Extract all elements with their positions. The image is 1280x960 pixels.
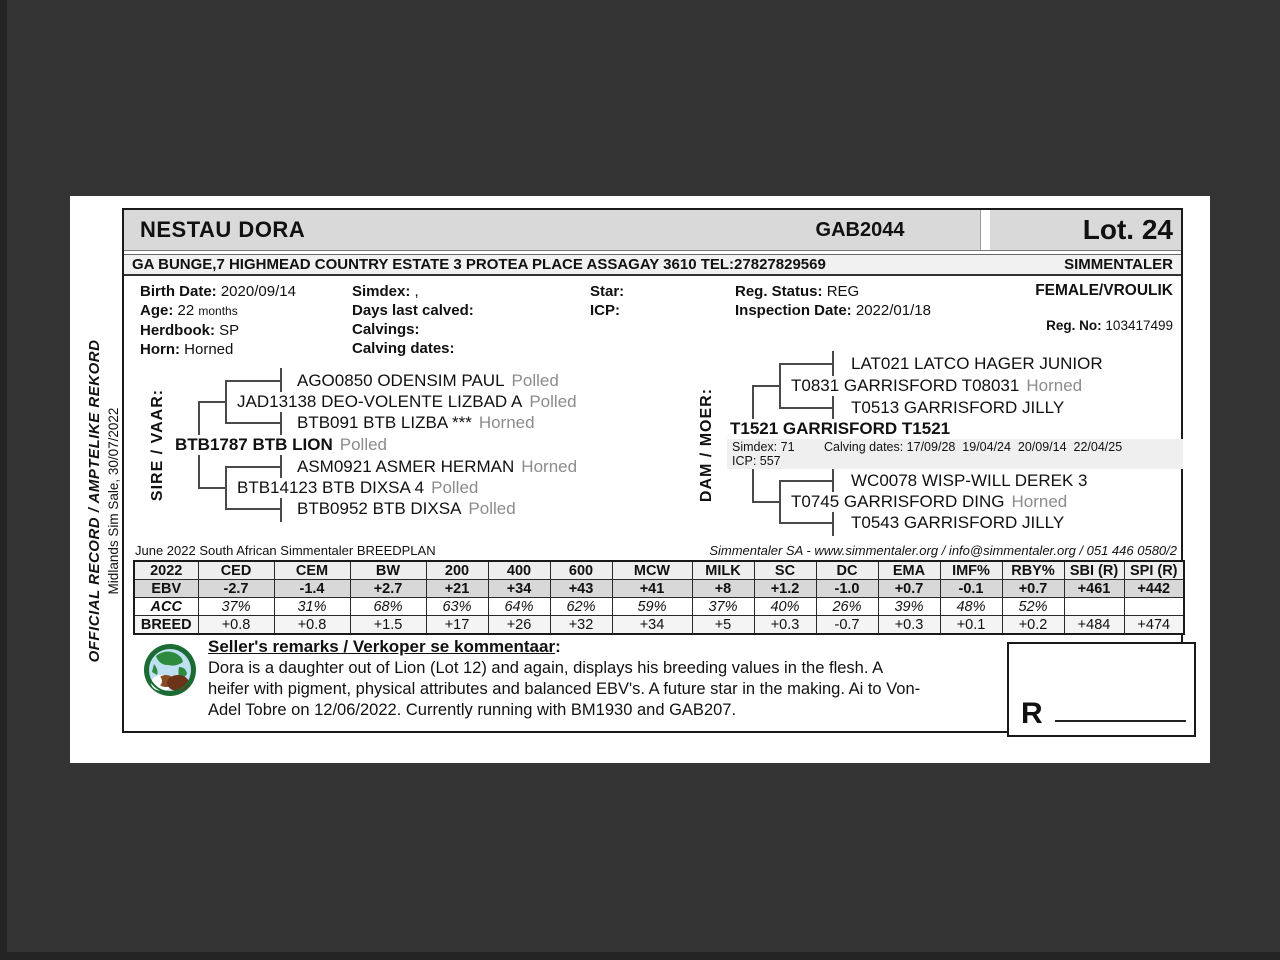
icp-row bbox=[590, 301, 624, 320]
pedigree-node-dam-dam bbox=[791, 492, 1071, 512]
pedigree-connector-line bbox=[198, 401, 227, 403]
animal-name-text: AGO0850 ODENSIM PAUL bbox=[297, 371, 505, 390]
breedplan-cell: -2.7 bbox=[198, 580, 274, 598]
breedplan-cell: 63% bbox=[426, 598, 488, 616]
pedigree-node-sire-dam-sire bbox=[297, 457, 581, 477]
breedplan-row-label: BREED bbox=[134, 616, 198, 635]
pedigree-node-dam-sire-sire bbox=[851, 354, 1114, 374]
pedigree-connector-line bbox=[752, 501, 779, 503]
breedplan-column-header: BW bbox=[350, 561, 426, 580]
animal-name-text: LAT021 LATCO HAGER JUNIOR bbox=[851, 354, 1103, 373]
icp-label: ICP: bbox=[590, 302, 620, 319]
breedplan-cell: +0.8 bbox=[198, 616, 274, 635]
breedplan-column-header: 600 bbox=[550, 561, 612, 580]
window-edge-left bbox=[0, 0, 7, 960]
pedigree-node-sire bbox=[175, 435, 391, 455]
simmentaler-logo-icon bbox=[143, 643, 197, 697]
pedigree-connector-line bbox=[280, 454, 282, 480]
reg-no-label: Reg. No: bbox=[1046, 318, 1102, 333]
animal-name-text: BTB14123 BTB DIXSA 4 bbox=[237, 478, 425, 497]
pedigree-connector-line bbox=[198, 487, 227, 489]
breedplan-cell: +0.1 bbox=[940, 616, 1002, 635]
pedigree-connector-line bbox=[779, 364, 781, 408]
pedigree-connector-line bbox=[832, 510, 834, 536]
animal-name-text: T1521 GARRISFORD T1521 bbox=[730, 419, 951, 438]
breedplan-cell: 59% bbox=[612, 598, 692, 616]
horn-status-text: Horned bbox=[478, 413, 535, 432]
breedplan-cell bbox=[1064, 598, 1124, 616]
breedplan-column-header: SPI (R) bbox=[1124, 561, 1184, 580]
pedigree-connector-line bbox=[225, 466, 282, 468]
age-unit: months bbox=[198, 304, 238, 318]
info-column-2 bbox=[352, 282, 474, 358]
owner-bar bbox=[124, 254, 1181, 276]
pedigree-connector-line bbox=[225, 467, 227, 509]
dam-axis-label: DAM / MOER: bbox=[698, 387, 715, 503]
animal-name-text: T0745 GARRISFORD DING bbox=[791, 492, 1005, 511]
animal-name-text: WC0078 WISP-WILL DEREK 3 bbox=[851, 471, 1088, 490]
breedplan-cell: 64% bbox=[488, 598, 550, 616]
info-column-3 bbox=[590, 282, 624, 320]
pedigree-connector-line bbox=[779, 481, 781, 523]
pedigree-connector-line bbox=[779, 522, 834, 524]
breedplan-column-header: CEM bbox=[274, 561, 350, 580]
breed-name: SIMMENTALER bbox=[1064, 256, 1173, 273]
pedigree-node-sire-dam bbox=[237, 478, 482, 498]
breedplan-column-header: 2022 bbox=[134, 561, 198, 580]
simdex-row bbox=[352, 282, 474, 301]
horn-status-text: Polled bbox=[529, 392, 577, 411]
pedigree-node-dam-sire-dam bbox=[851, 398, 1075, 418]
animal-name: NESTAU DORA bbox=[140, 217, 306, 242]
breedplan-column-header: DC bbox=[816, 561, 878, 580]
animal-name-text: BTB0952 BTB DIXSA bbox=[297, 499, 462, 518]
sire-axis-label: SIRE / VAAR: bbox=[149, 388, 166, 502]
pedigree-connector-line bbox=[832, 468, 834, 494]
pedigree-node-dam-dam-sire bbox=[851, 471, 1099, 491]
dam-calving-dates: Calving dates: 17/09/28 19/04/24 20/09/14 22/04/25 bbox=[824, 440, 1123, 454]
breedplan-cell: -1.0 bbox=[816, 580, 878, 598]
pedigree-connector-line bbox=[280, 496, 282, 522]
breedplan-cell: 68% bbox=[350, 598, 426, 616]
catalog-sheet bbox=[70, 196, 1210, 763]
days-last-calved-label: Days last calved: bbox=[352, 302, 474, 319]
reg-no-row bbox=[1046, 318, 1173, 333]
breedplan-cell: +0.7 bbox=[1002, 580, 1064, 598]
breedplan-cell: +26 bbox=[488, 616, 550, 635]
reg-no-value: 103417499 bbox=[1105, 318, 1173, 333]
calving-dates-label: Calving dates: bbox=[352, 340, 455, 357]
breedplan-cell: +21 bbox=[426, 580, 488, 598]
breedplan-cell: 52% bbox=[1002, 598, 1064, 616]
breedplan-cell: +8 bbox=[692, 580, 754, 598]
horn-status-text: Polled bbox=[339, 435, 388, 454]
breedplan-cell: 26% bbox=[816, 598, 878, 616]
price-box bbox=[1007, 642, 1196, 737]
pedigree-node-sire-sire-dam bbox=[297, 413, 539, 433]
breedplan-cell: +43 bbox=[550, 580, 612, 598]
horn-value: Horned bbox=[184, 341, 234, 358]
breedplan-cell: +461 bbox=[1064, 580, 1124, 598]
breedplan-cell: 48% bbox=[940, 598, 1002, 616]
breedplan-column-header: RBY% bbox=[1002, 561, 1064, 580]
pedigree-connector-line bbox=[779, 480, 834, 482]
breedplan-column-header: 200 bbox=[426, 561, 488, 580]
breedplan-cell: 37% bbox=[198, 598, 274, 616]
breedplan-column-header: IMF% bbox=[940, 561, 1002, 580]
breedplan-row-breed bbox=[134, 616, 1184, 635]
days-last-calved-row bbox=[352, 301, 474, 320]
pedigree-connector-line bbox=[225, 422, 282, 424]
breedplan-column-header: MCW bbox=[612, 561, 692, 580]
animal-id: GAB2044 bbox=[815, 219, 905, 241]
birth-date-row bbox=[140, 282, 296, 301]
herdbook-value: SP bbox=[219, 322, 240, 339]
sale-name-date-text: Midlands Sim Sale, 30/07/2022 bbox=[106, 407, 121, 595]
seller-remarks-line: Adel Tobre on 12/06/2022. Currently running with BM1930 and GAB207. bbox=[208, 701, 737, 719]
breedplan-cell: +474 bbox=[1124, 616, 1184, 635]
horn-status-text: Polled bbox=[468, 499, 516, 518]
pedigree-connector-line bbox=[280, 368, 282, 394]
breedplan-cell: +32 bbox=[550, 616, 612, 635]
breedplan-cell: +2.7 bbox=[350, 580, 426, 598]
pedigree-node-dam bbox=[730, 419, 961, 439]
pedigree-node-sire-sire-sire bbox=[297, 371, 563, 391]
lot-number: Lot. 24 bbox=[1082, 214, 1173, 245]
seller-remarks-colon: : bbox=[555, 637, 561, 656]
horn-status-text: Polled bbox=[511, 371, 559, 390]
herdbook-label: Herdbook: bbox=[140, 322, 215, 339]
horn-status-text: Polled bbox=[431, 478, 479, 497]
star-row bbox=[590, 282, 624, 301]
age-label: Age: bbox=[140, 302, 174, 319]
breedplan-cell: +484 bbox=[1064, 616, 1124, 635]
breedplan-cell bbox=[1124, 598, 1184, 616]
pedigree-connector-line bbox=[225, 381, 227, 423]
animal-name-text: BTB091 BTB LIZBA *** bbox=[297, 413, 472, 432]
pedigree-connector-line bbox=[832, 351, 834, 377]
official-record-text: OFFICIAL RECORD / AMPTELIKE REKORD bbox=[86, 339, 103, 663]
breedplan-column-header: CED bbox=[198, 561, 274, 580]
pedigree-node-dam-dam-dam bbox=[851, 513, 1075, 533]
breedplan-cell: +0.8 bbox=[274, 616, 350, 635]
pedigree-connector-line bbox=[225, 508, 282, 510]
calvings-row bbox=[352, 320, 474, 339]
simdex-label: Simdex: bbox=[352, 283, 411, 300]
animal-name-text: T0513 GARRISFORD JILLY bbox=[851, 398, 1065, 417]
dam-production-band bbox=[727, 439, 1183, 469]
calvings-label: Calvings: bbox=[352, 321, 420, 338]
breedplan-cell: 31% bbox=[274, 598, 350, 616]
horn-row bbox=[140, 340, 296, 359]
breedplan-cell: +34 bbox=[488, 580, 550, 598]
breedplan-cell: -0.1 bbox=[940, 580, 1002, 598]
breedplan-cell: 40% bbox=[754, 598, 816, 616]
breedplan-column-header: MILK bbox=[692, 561, 754, 580]
info-column-4 bbox=[735, 282, 931, 320]
breedplan-cell: +0.3 bbox=[754, 616, 816, 635]
sex-label: FEMALE/VROULIK bbox=[1035, 282, 1173, 299]
official-record-side-label bbox=[85, 281, 125, 721]
breedplan-cell: +1.5 bbox=[350, 616, 426, 635]
breedplan-table bbox=[133, 560, 1185, 635]
breedplan-cell: +34 bbox=[612, 616, 692, 635]
title-divider bbox=[980, 210, 990, 250]
seller-remarks-line: Dora is a daughter out of Lion (Lot 12) and again, displays his breeding values in the flesh. A bbox=[208, 659, 884, 677]
breedplan-row-acc bbox=[134, 598, 1184, 616]
simdex-value: , bbox=[414, 283, 419, 300]
owner-address: GA BUNGE,7 HIGHMEAD COUNTRY ESTATE 3 PROTEA PLACE ASSAGAY 3610 TEL:27827829569 bbox=[132, 256, 826, 273]
inspection-date-value: 2022/01/18 bbox=[855, 302, 931, 319]
breedplan-cell: +5 bbox=[692, 616, 754, 635]
breedplan-cell: -0.7 bbox=[816, 616, 878, 635]
info-column-1 bbox=[140, 282, 296, 359]
horn-status-text: Horned bbox=[1026, 376, 1083, 395]
breedplan-cell: 37% bbox=[692, 598, 754, 616]
currency-symbol: R bbox=[1021, 697, 1043, 730]
animal-name-text: T0831 GARRISFORD T08031 bbox=[791, 376, 1020, 395]
animal-name-text: BTB1787 BTB LION bbox=[175, 435, 333, 454]
seller-remarks-heading bbox=[208, 637, 561, 657]
birth-date-value: 2020/09/14 bbox=[220, 283, 296, 300]
dam-simdex: Simdex: 71 bbox=[732, 440, 795, 454]
seller-remarks-heading-text: Seller's remarks / Verkoper se kommentaar bbox=[208, 637, 556, 656]
breedplan-cell: +442 bbox=[1124, 580, 1184, 598]
seller-remarks-line: heifer with pigment, physical attributes and balanced EBV's. A future star in the making. Ai to Von- bbox=[208, 680, 921, 698]
breedplan-cell: 39% bbox=[878, 598, 940, 616]
breedplan-cell: +0.3 bbox=[878, 616, 940, 635]
breedplan-cell: +1.2 bbox=[754, 580, 816, 598]
breedplan-column-header: 400 bbox=[488, 561, 550, 580]
window-edge-bottom bbox=[0, 952, 1280, 960]
reg-status-row bbox=[735, 282, 931, 301]
pedigree-connector-line bbox=[280, 410, 282, 436]
inspection-date-row bbox=[735, 301, 931, 320]
animal-name-text: T0543 GARRISFORD JILLY bbox=[851, 513, 1065, 532]
breedplan-cell: +0.7 bbox=[878, 580, 940, 598]
pedigree-connector-line bbox=[752, 385, 779, 387]
breedplan-cell: +17 bbox=[426, 616, 488, 635]
pedigree-node-sire-sire bbox=[237, 392, 581, 412]
simmentaler-contact-caption: Simmentaler SA - www.simmentaler.org / info@simmentaler.org / 051 446 0580/2 bbox=[709, 543, 1177, 558]
pedigree-connector-line bbox=[225, 380, 282, 382]
breedplan-caption: June 2022 South African Simmentaler BREEDPLAN bbox=[135, 543, 436, 558]
breedplan-cell: +41 bbox=[612, 580, 692, 598]
star-label: Star: bbox=[590, 283, 625, 300]
breedplan-row-label: ACC bbox=[134, 598, 198, 616]
calving-dates-row bbox=[352, 339, 474, 358]
pedigree-connector-line bbox=[832, 395, 834, 421]
age-row bbox=[140, 301, 296, 321]
title-bar bbox=[124, 210, 1181, 251]
breedplan-column-header: SBI (R) bbox=[1064, 561, 1124, 580]
horn-status-text: Horned bbox=[1011, 492, 1068, 511]
horn-status-text: Horned bbox=[521, 457, 578, 476]
breedplan-cell: +0.2 bbox=[1002, 616, 1064, 635]
pedigree-node-dam-sire bbox=[791, 376, 1086, 396]
dam-icp: ICP: 557 bbox=[732, 454, 781, 468]
price-blank-line bbox=[1055, 720, 1186, 722]
reg-status-label: Reg. Status: bbox=[735, 283, 823, 300]
reg-status-value: REG bbox=[826, 283, 860, 300]
breedplan-row-label: EBV bbox=[134, 580, 198, 598]
pedigree-connector-line bbox=[779, 363, 834, 365]
pedigree-node-sire-dam-dam bbox=[297, 499, 520, 519]
inspection-date-label: Inspection Date: bbox=[735, 302, 852, 319]
age-value: 22 bbox=[177, 302, 195, 319]
pedigree-connector-line bbox=[779, 407, 834, 409]
breedplan-cell: -1.4 bbox=[274, 580, 350, 598]
birth-date-label: Birth Date: bbox=[140, 283, 217, 300]
herdbook-row bbox=[140, 321, 296, 340]
horn-label: Horn: bbox=[140, 341, 180, 358]
breedplan-cell: 62% bbox=[550, 598, 612, 616]
animal-name-text: JAD13138 DEO-VOLENTE LIZBAD A bbox=[237, 392, 523, 411]
breedplan-column-header: SC bbox=[754, 561, 816, 580]
animal-name-text: ASM0921 ASMER HERMAN bbox=[297, 457, 515, 476]
breedplan-column-header: EMA bbox=[878, 561, 940, 580]
breedplan-table-wrap bbox=[133, 560, 1185, 635]
breedplan-row-ebv bbox=[134, 580, 1184, 598]
